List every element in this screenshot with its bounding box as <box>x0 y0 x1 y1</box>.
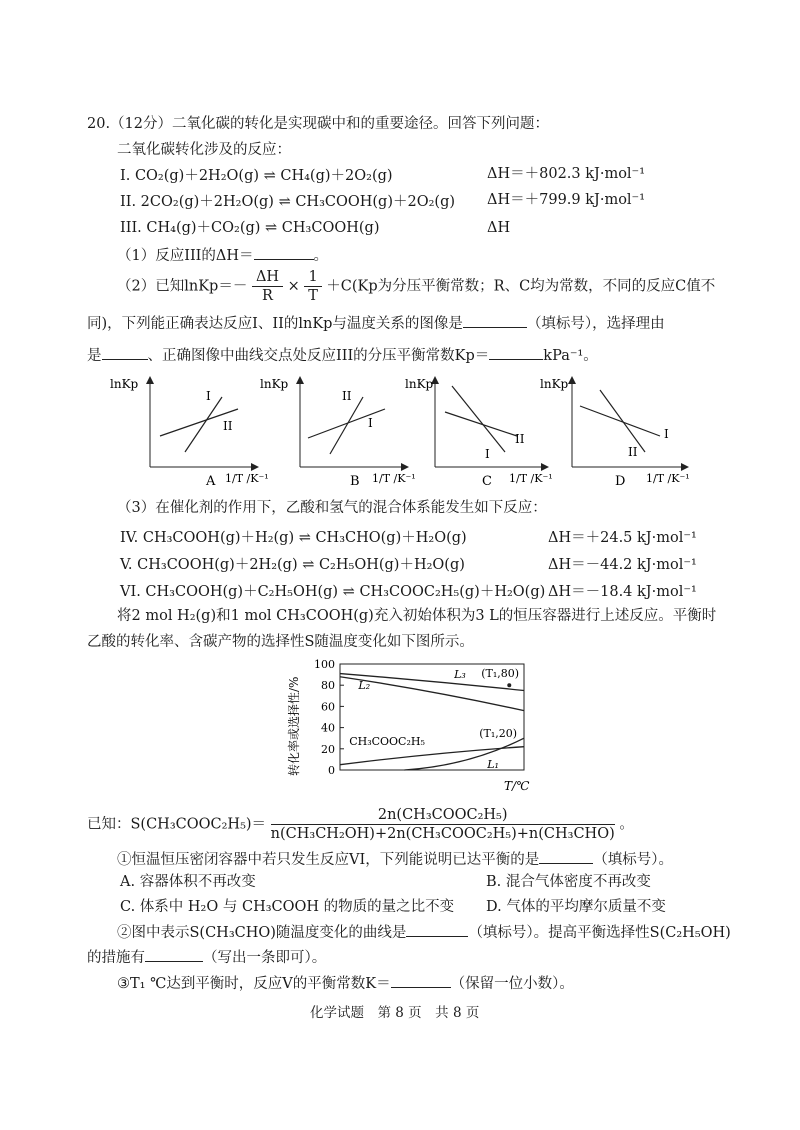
graph-b-steep-label: II <box>342 389 352 403</box>
graph-b-xlabel: 1/T /K⁻¹ <box>372 472 416 485</box>
graph-b-flat-label: I <box>368 416 373 430</box>
reaction-4-enthalpy: ΔH＝＋24.5 kJ·mol⁻¹ <box>548 530 697 546</box>
chart-x-axis-label: T/℃ <box>504 779 530 793</box>
graph-a-ylabel: lnKp <box>110 377 139 391</box>
q1-answer-blank[interactable] <box>254 244 314 260</box>
selectivity-definition <box>87 806 634 843</box>
annotation-t1-20: (T₁,20) <box>479 726 518 740</box>
sub-question-2-line-2: 的措施有 （写出一条即可）。 <box>87 946 326 968</box>
graph-d-steep-label: II <box>628 445 638 459</box>
graph-c-flat-line <box>445 412 517 436</box>
reactions-intro: 二氧化碳转化涉及的反应： <box>117 142 291 158</box>
q1-end: 。 <box>313 248 329 264</box>
graph-c <box>405 377 553 489</box>
reaction-6-equation: VI. CH₃COOH(g)＋C₂H₅OH(g) ⇌ CH₃COOC₂H₅(g)＋H₂O(g) <box>120 584 546 600</box>
y-tick-label-0: 0 <box>328 764 335 777</box>
question-header: 20.（12分）二氧化碳的转化是实现碳中和的重要途径。回答下列问题： <box>87 116 550 132</box>
sub3-k-blank[interactable] <box>391 972 451 988</box>
series-label-ester: CH₃COOC₂H₅ <box>349 734 425 748</box>
chart-y-axis-label: 转化率或选择性/% <box>287 676 301 776</box>
selectivity-fraction <box>271 806 615 843</box>
q3-intro: （3）在催化剂的作用下，乙酸和氢气的混合体系能发生如下反应： <box>117 500 547 516</box>
q2-line-1 <box>117 268 715 305</box>
reaction-2-enthalpy: ΔH＝＋799.9 kJ·mol⁻¹ <box>487 192 646 208</box>
graph-d-flat-label: I <box>664 427 669 441</box>
fraction-one-over-t: $\frac{1}{T}$ <box>304 268 321 305</box>
reaction-4-equation: IV. CH₃COOH(g)＋H₂(g) ⇌ CH₃CHO(g)＋H₂O(g) <box>120 530 467 546</box>
sub-question-1: ①恒温恒压密闭容器中若只发生反应VI，下列能说明已达平衡的是 （填标号）。 <box>117 848 673 870</box>
option-c: C. 体系中 H₂O 与 CH₃COOH 的物质的量之比不变 <box>120 899 455 915</box>
q3-paragraph-2: 乙酸的转化率、含碳产物的选择性S随温度变化如下图所示。 <box>87 634 474 650</box>
q2-text-a: （2）已知lnKp＝－ <box>117 278 248 295</box>
graph-c-ylabel: lnKp <box>405 377 434 391</box>
y-tick-label-20: 20 <box>321 742 335 756</box>
graph-d-flat-line <box>580 406 660 436</box>
graph-d-steep-line <box>600 390 645 452</box>
fraction-dh-over-r: $\frac{\Delta H}{R}$ <box>252 268 283 305</box>
graph-c-flat-label: II <box>515 432 525 446</box>
graph-a-steep-line <box>185 397 222 452</box>
graph-a <box>110 377 269 489</box>
graph-a-xlabel: 1/T /K⁻¹ <box>225 472 269 485</box>
reaction-3-equation: III. CH₄(g)＋CO₂(g) ⇌ CH₃COOH(g) <box>120 220 380 236</box>
graph-b-ylabel: lnKp <box>260 377 289 391</box>
sub2-curve-blank[interactable] <box>406 921 468 937</box>
series-label-l3: L₃ <box>454 667 466 681</box>
q1-text: （1）反应III的ΔH＝ <box>117 248 254 264</box>
option-a: A. 容器体积不再改变 <box>120 874 256 890</box>
q3-paragraph-1: 将2 mol H₂(g)和1 mol CH₃COOH(g)充入初始体积为3 L的恒压容器进行上述反应。平衡时 <box>117 608 717 624</box>
graph-d-ylabel: lnKp <box>540 377 569 391</box>
graph-c-xlabel: 1/T /K⁻¹ <box>509 472 553 485</box>
graph-b-steep-line <box>330 397 363 454</box>
q2-graph-answer-blank[interactable] <box>463 312 527 328</box>
graph-a-flat-label: II <box>223 419 233 433</box>
q2-kp-blank[interactable] <box>489 344 543 360</box>
sub-question-3: ③T₁ ℃达到平衡时，反应V的平衡常数K＝ （保留一位小数）。 <box>117 972 574 994</box>
q2-reason-blank[interactable] <box>102 344 148 360</box>
reaction-6-enthalpy: ΔH＝－18.4 kJ·mol⁻¹ <box>548 584 697 600</box>
graph-a-steep-label: I <box>206 389 211 403</box>
q2-text-b: ＋C(Kp为分压平衡常数；R、C均为常数，不同的反应C值不 <box>326 278 716 295</box>
graph-c-steep-line <box>452 386 505 452</box>
sub-question-2-line-1: ②图中表示S(CH₃CHO)随温度变化的曲线是 （填标号）。提高平衡选择性S(C₂H₅OH) <box>117 921 731 943</box>
y-tick-label-100: 100 <box>314 658 335 671</box>
graph-b-letter: B <box>350 474 360 489</box>
graph-a-letter: A <box>206 474 216 489</box>
graph-c-letter: C <box>482 474 492 489</box>
q2-line-3: 是 、正确图像中曲线交点处反应III的分压平衡常数Kp＝ kPa⁻¹。 <box>87 344 598 366</box>
series-label-l2: L₂ <box>358 679 371 693</box>
q2-line-2: 同)，下列能正确表达反应I、II的lnKp与温度关系的图像是 （填标号），选择理由 <box>87 312 665 334</box>
times-sign: × <box>287 278 300 295</box>
point-t1-80 <box>507 683 511 687</box>
lnkp-graphs <box>110 372 700 500</box>
reaction-2-equation: II. 2CO₂(g)＋2H₂O(g) ⇌ CH₃COOH(g)＋2O₂(g) <box>120 194 456 210</box>
option-b: B. 混合气体密度不再改变 <box>486 874 651 890</box>
graph-c-steep-label: I <box>485 447 490 461</box>
graph-d <box>540 377 690 489</box>
sub1-answer-blank[interactable] <box>539 848 593 864</box>
reaction-1-equation: I. CO₂(g)＋2H₂O(g) ⇌ CH₄(g)＋2O₂(g) <box>120 168 393 184</box>
selectivity-numerator: 2n(CH₃COOC₂H₅) <box>271 806 615 825</box>
series-label-l1: L₁ <box>487 758 499 771</box>
page-footer: 化学试题 第 8 页 共 8 页 <box>310 1005 480 1021</box>
graph-b <box>260 377 416 489</box>
q1-line <box>117 244 328 266</box>
sub2-measure-blank[interactable] <box>145 946 203 962</box>
reaction-3-enthalpy: ΔH <box>487 220 511 236</box>
y-tick-label-40: 40 <box>321 721 335 735</box>
selectivity-denominator: n(CH₃CH₂OH)+2n(CH₃COOC₂H₅)+n(CH₃CHO) <box>270 826 615 842</box>
graph-b-flat-line <box>308 409 385 438</box>
graph-d-xlabel: 1/T /K⁻¹ <box>646 472 690 485</box>
y-tick-label-80: 80 <box>321 679 335 693</box>
reaction-5-enthalpy: ΔH＝－44.2 kJ·mol⁻¹ <box>548 557 697 573</box>
selectivity-chart <box>282 656 552 806</box>
annotation-t1-80: (T₁,80) <box>481 667 520 681</box>
reaction-5-equation: V. CH₃COOH(g)＋2H₂(g) ⇌ C₂H₅OH(g)＋H₂O(g) <box>120 557 465 573</box>
option-d: D. 气体的平均摩尔质量不变 <box>486 899 666 915</box>
graph-d-letter: D <box>615 474 626 489</box>
definition-suffix: 。 <box>619 816 634 833</box>
reaction-1-enthalpy: ΔH＝＋802.3 kJ·mol⁻¹ <box>487 166 646 182</box>
definition-prefix: 已知：S(CH₃COOC₂H₅)＝ <box>87 816 267 833</box>
y-tick-label-60: 60 <box>321 700 335 714</box>
